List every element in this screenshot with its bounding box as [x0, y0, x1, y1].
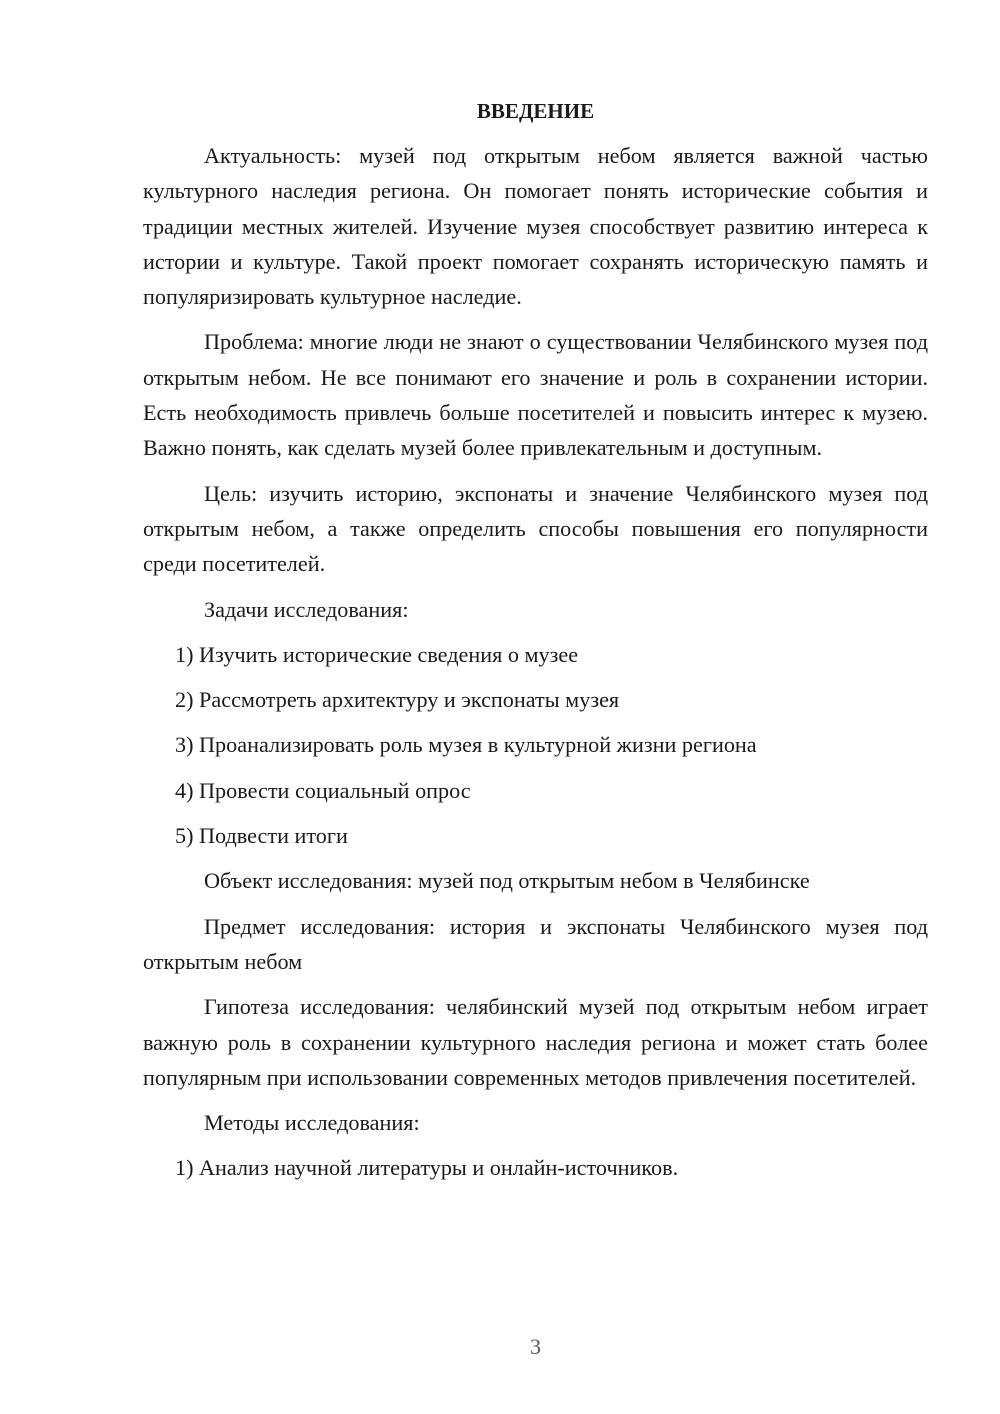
- task-item: 1) Изучить исторические сведения о музее: [175, 641, 579, 667]
- hypothesis-paragraph: Гипотеза исследования: челябинский музей под открытым небом играет важную роль в сохранении культурного наследия региона и может стать более популярным при использовании современных методов привлечения посетителей.: [143, 994, 928, 1090]
- problem-paragraph: Проблема: многие люди не знают о существовании Челябинского музея под открытым небом. Не все понимают его значение и роль в сохранении истории. Есть необходимость привлечь больше посетителей и повысить интерес к музею. Важно понять, как сделать музей более привлекательным и доступным.: [143, 329, 928, 461]
- task-item: 4) Провести социальный опрос: [175, 777, 471, 803]
- tasks-heading: Задачи исследования:: [204, 596, 409, 622]
- task-item: 5) Подвести итоги: [175, 823, 348, 849]
- goal-paragraph: Цель: изучить историю, экспонаты и значение Челябинского музея под открытым небом, а также определить способы повышения его популярности среди посетителей.: [143, 480, 928, 577]
- methods-heading: Методы исследования:: [204, 1110, 420, 1136]
- page-number: 3: [530, 1334, 541, 1359]
- subject-paragraph: Предмет исследования: история и экспонаты Челябинского музея под открытым небом: [143, 913, 928, 974]
- document-page: [143, 94, 928, 1196]
- page-title: ВВЕДЕНИЕ: [476, 99, 595, 123]
- method-item: 1) Анализ научной литературы и онлайн-источников.: [175, 1155, 679, 1181]
- relevance-paragraph: Актуальность: музей под открытым небом является важной частью культурного наследия региона. Он помогает понять исторические события и традиции местных жителей. Изучение музея способствует развитию интереса к истории и культуре. Такой проект помогает сохранять историческую память и популяризировать культурное наследие.: [143, 143, 928, 310]
- task-item: 2) Рассмотреть архитектуру и экспонаты музея: [175, 687, 620, 713]
- task-item: 3) Проанализировать роль музея в культурной жизни региона: [175, 732, 757, 758]
- object-paragraph: Объект исследования: музей под открытым небом в Челябинске: [204, 868, 810, 894]
